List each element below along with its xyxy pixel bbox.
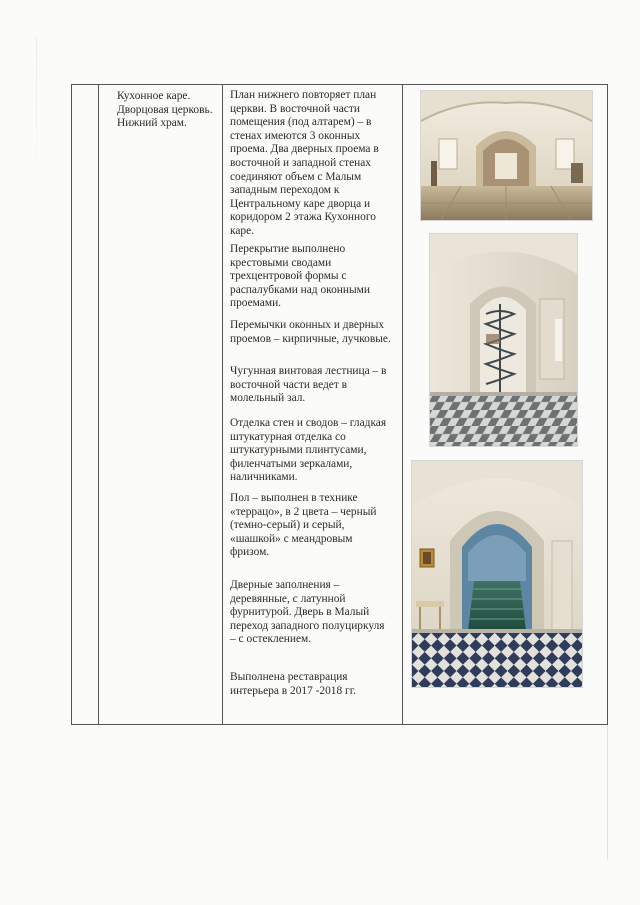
- text-line: проемов – кирпичные, лучковые.: [230, 332, 391, 345]
- text-line: филенчатыми зеркалами,: [230, 457, 353, 470]
- text-line: Выполнена реставрация: [230, 671, 348, 683]
- text-line: План нижнего повторяет план: [230, 89, 377, 101]
- description-paragraph-staircase: [230, 365, 400, 406]
- description-paragraph-floor: [230, 492, 400, 560]
- text-line: проемами.: [230, 297, 282, 310]
- text-line: Перемычки оконных и дверных: [230, 319, 385, 331]
- text-line: помещения (под алтарем) – в: [230, 116, 372, 129]
- text-line: молельный зал.: [230, 392, 306, 405]
- text-line: деревянные, с латунной: [230, 592, 346, 605]
- object-name-line: Нижний храм.: [117, 117, 187, 130]
- table-border-right: [607, 85, 608, 724]
- text-line: штукатурными плинтусами,: [230, 444, 367, 457]
- description-paragraph-lintels: [230, 319, 400, 346]
- text-line: соединяют объем с Малым: [230, 170, 362, 183]
- text-line: восточной и западной стенах: [230, 156, 371, 169]
- text-line: церкви. В восточной части: [230, 102, 360, 115]
- text-line: – с остеклением.: [230, 633, 312, 646]
- table-col-divider-1: [98, 85, 99, 724]
- text-line: Перекрытие выполнено: [230, 243, 346, 255]
- scan-edge-mark: [36, 38, 37, 158]
- table-border-left: [71, 85, 72, 724]
- description-paragraph-doors: [230, 579, 400, 647]
- text-line: стенах имеются 3 оконных: [230, 129, 361, 142]
- description-paragraph-vaults: [230, 243, 400, 311]
- description-paragraph-finish: [230, 417, 400, 485]
- text-line: интерьера в 2017 -2018 гг.: [230, 684, 356, 697]
- text-line: распалубками над оконными: [230, 283, 370, 296]
- text-line: штукатурная отделка со: [230, 430, 346, 443]
- text-line: крестовыми сводами: [230, 256, 332, 269]
- text-line: переход западного полуциркуля: [230, 619, 385, 632]
- text-line: каре.: [230, 224, 255, 237]
- text-line: западным переходом к: [230, 184, 340, 197]
- table-col-divider-2: [222, 85, 223, 724]
- arched-stair-corridor-photo: [412, 461, 582, 687]
- text-line: наличниками.: [230, 471, 298, 484]
- spiral-staircase-photo: [430, 234, 577, 446]
- text-line: Отделка стен и сводов – гладкая: [230, 417, 387, 429]
- text-line: восточной части ведет в: [230, 378, 348, 391]
- description-paragraph-plan: [230, 89, 400, 239]
- vaulted-hall-photo: [421, 91, 592, 220]
- object-name-cell: [117, 90, 222, 131]
- text-line: (темно-серый) и серый,: [230, 519, 345, 532]
- text-line: Дверные заполнения –: [230, 579, 340, 591]
- text-line: фурнитурой. Дверь в Малый: [230, 606, 370, 619]
- text-line: проема. Два дверных проема в: [230, 143, 379, 156]
- text-line: Пол – выполнен в технике: [230, 492, 358, 504]
- text-line: фризом.: [230, 546, 270, 559]
- text-line: «террацо», в 2 цвета – черный: [230, 505, 377, 518]
- text-line: Чугунная винтовая лестница – в: [230, 365, 387, 377]
- text-line: коридором 2 этажа Кухонного: [230, 211, 376, 224]
- text-line: «шашкой» с меандровым: [230, 532, 353, 545]
- text-line: трехцентровой формы с: [230, 270, 347, 283]
- text-line: Центральному каре дворца и: [230, 197, 371, 210]
- object-name-line: Кухонное каре.: [117, 90, 191, 102]
- table-col-divider-3: [402, 85, 403, 724]
- description-paragraph-restoration: [230, 671, 400, 698]
- document-table: [71, 84, 608, 725]
- object-name-line: Дворцовая церковь.: [117, 103, 213, 116]
